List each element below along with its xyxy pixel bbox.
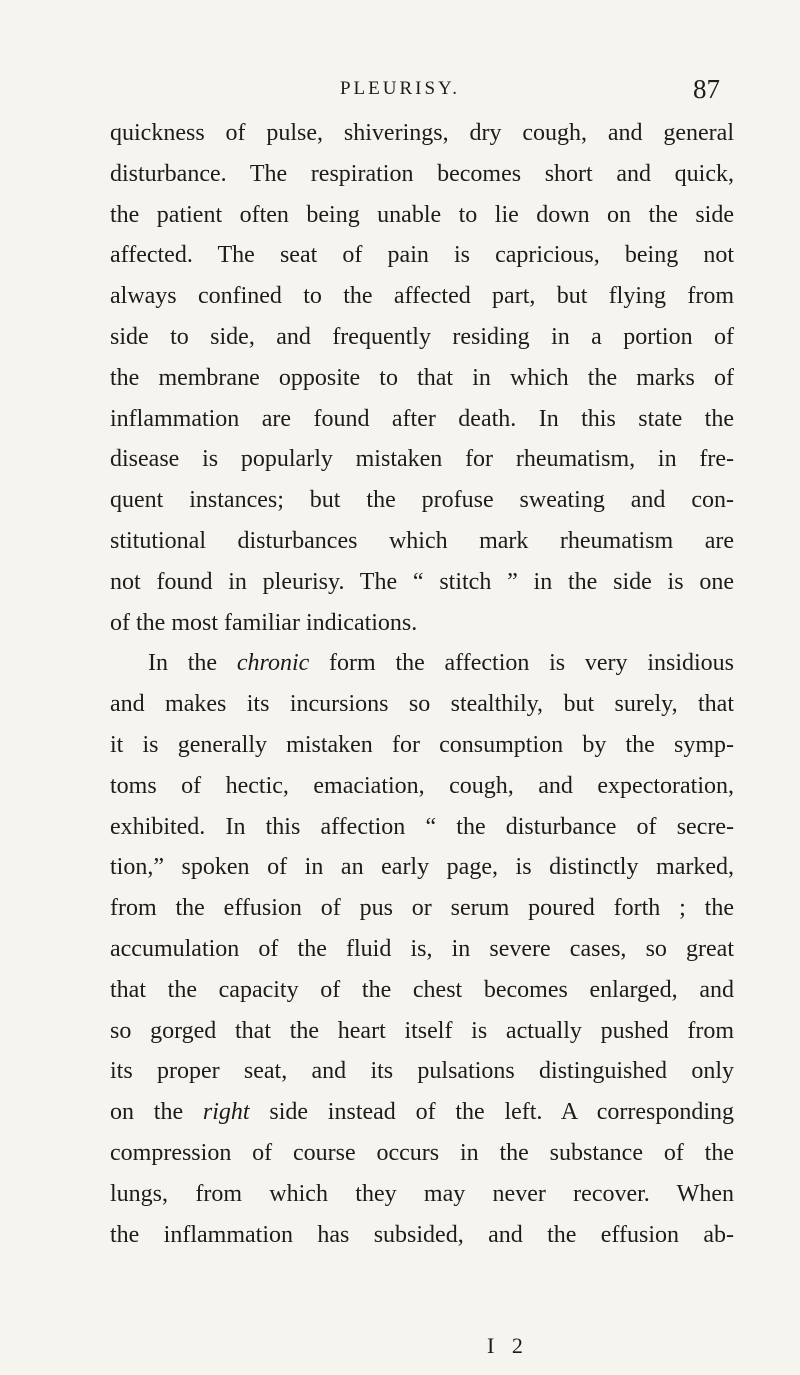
text-line: disturbance. The respiration becomes short and quick, [110, 160, 734, 187]
text-line: affected. The seat of pain is capricious, being not [110, 242, 734, 269]
signature-mark: I 2 [487, 1333, 529, 1358]
text-line: the inflammation has subsided, and the effusion ab- [110, 1221, 734, 1248]
text-line: not found in pleurisy. The “ stitch ” in the side is one [110, 568, 734, 595]
text-line: disease is popularly mistaken for rheumatism, in fre- [110, 446, 734, 473]
text-run: form the affection is very insidious [309, 650, 734, 677]
page-header [0, 74, 800, 104]
text-line: its proper seat, and its pulsations distinguished only [110, 1058, 734, 1085]
text-run: side instead of the left. A corresponding [249, 1099, 734, 1126]
text-line: of the most familiar indications. [110, 609, 418, 636]
text-line: the membrane opposite to that in which the marks of [110, 364, 734, 391]
text-line: inflammation are found after death. In this state the [110, 405, 734, 432]
text-line-with-italic [110, 1092, 734, 1133]
text-line: always confined to the affected part, but flying from [110, 283, 734, 310]
text-line: toms of hectic, emaciation, cough, and expectoration, [110, 772, 734, 799]
text-line: tion,” spoken of in an early page, is distinctly marked, [110, 854, 734, 881]
italic-word-chronic: chronic [236, 650, 310, 677]
page-number: 87 [693, 74, 720, 104]
running-title: PLEURISY. [339, 78, 461, 99]
text-line: lungs, from which they may never recover. When [110, 1180, 734, 1207]
text-line: that the capacity of the chest becomes enlarged, and [110, 976, 734, 1003]
italic-word-right: right [202, 1099, 250, 1126]
text-line: stitutional disturbances which mark rheumatism are [110, 527, 734, 554]
text-line: accumulation of the fluid is, in severe cases, so great [110, 935, 734, 962]
text-line: so gorged that the heart itself is actually pushed from [110, 1017, 734, 1044]
text-line: it is generally mistaken for consumption by the symp- [110, 731, 734, 758]
text-line: compression of course occurs in the substance of the [110, 1139, 734, 1166]
text-line: and makes its incursions so stealthily, but surely, that [110, 691, 734, 718]
text-line: quent instances; but the profuse sweating and con- [110, 487, 734, 514]
text-line: the patient often being unable to lie down on the side [110, 201, 734, 228]
text-run: on the [110, 1099, 203, 1126]
body-text [110, 113, 734, 1255]
text-line: from the effusion of pus or serum poured forth ; the [110, 895, 734, 922]
text-run: In the [148, 650, 237, 677]
paragraph-start-line [110, 643, 734, 684]
text-line: side to side, and frequently residing in a portion of [110, 323, 734, 350]
text-line: quickness of pulse, shiverings, dry cough, and general [110, 120, 734, 146]
text-line: exhibited. In this affection “ the disturbance of secre- [110, 813, 734, 840]
